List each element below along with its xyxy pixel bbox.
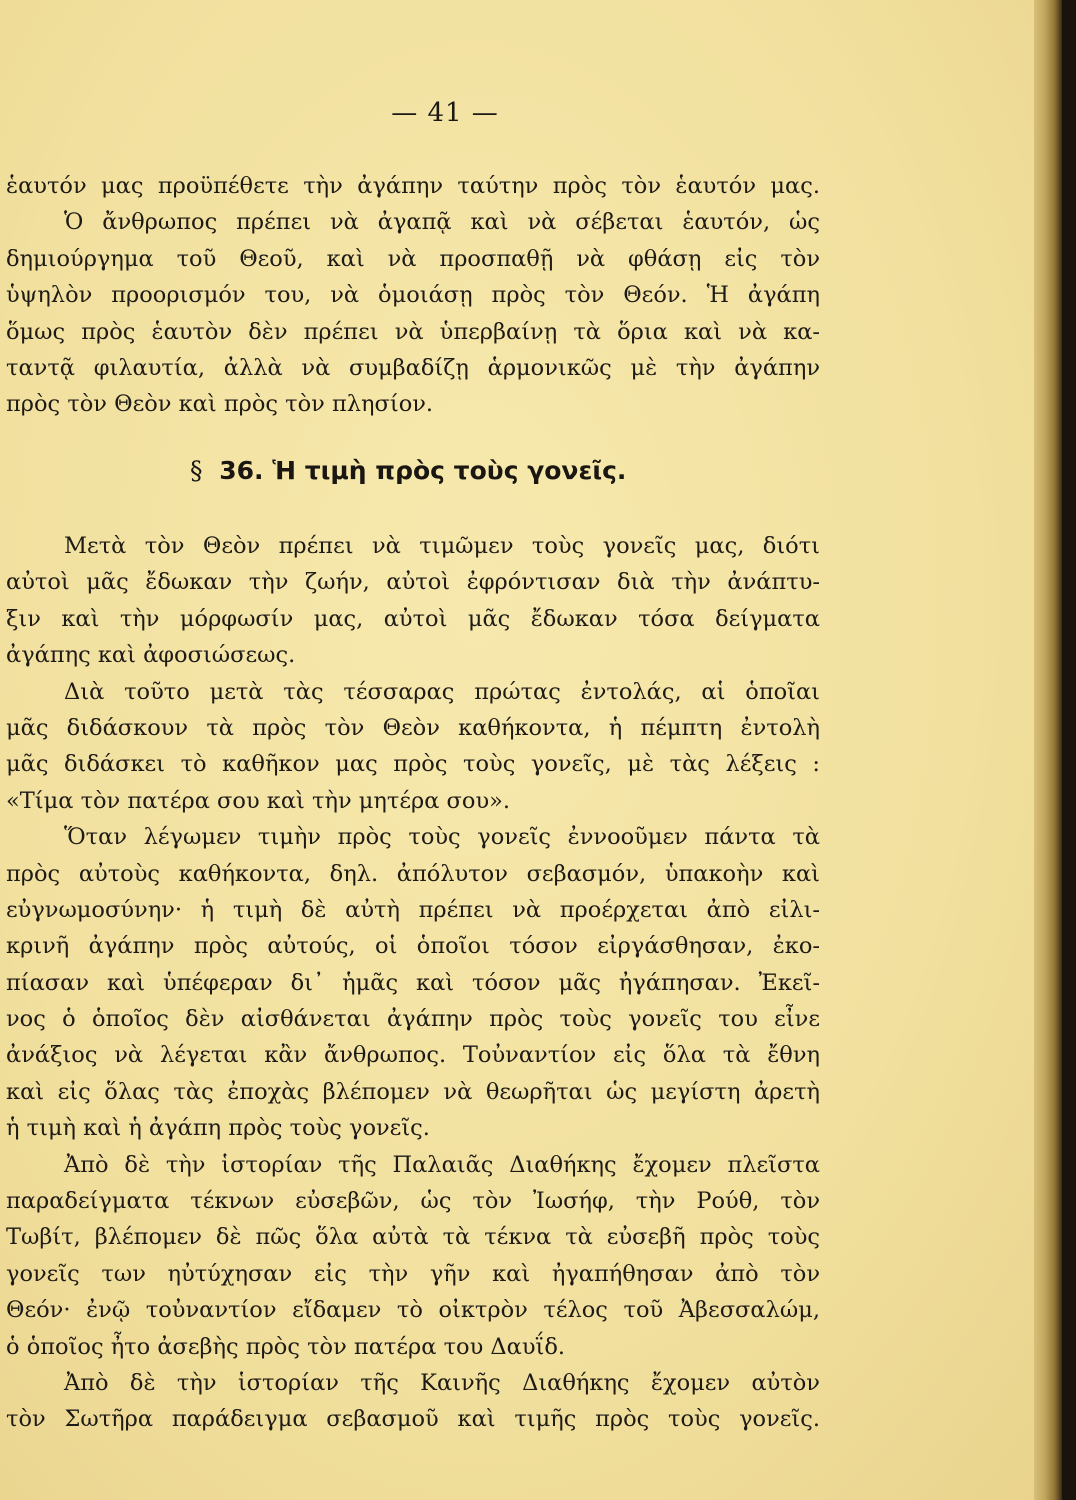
text-line: αὐτοὶ μᾶς ἔδωκαν τὴν ζωήν, αὐτοὶ ἐφρόντισαν διὰ τὴν ἀνάπτυ- bbox=[6, 569, 820, 596]
text-line: ὅμως πρὸς ἑαυτὸν δὲν πρέπει νὰ ὑπερβαίνῃ τὰ ὅρια καὶ νὰ κα- bbox=[6, 318, 820, 345]
text-line: τὸν Σωτῆρα παράδειγμα σεβασμοῦ καὶ τιμῆς πρὸς τοὺς γονεῖς. bbox=[6, 1406, 820, 1433]
continuation-text bbox=[6, 168, 820, 423]
text-line: μᾶς διδάσκουν τὰ πρὸς τὸν Θεὸν καθήκοντα, ἡ πέμπτη ἐντολὴ bbox=[6, 714, 820, 741]
text-line: καὶ εἰς ὅλας τὰς ἐποχὰς βλέπομεν νὰ θεωρῆται ὡς μεγίστη ἀρετὴ bbox=[6, 1078, 820, 1105]
text-line: μᾶς διδάσκει τὸ καθῆκον μας πρὸς τοὺς γονεῖς, μὲ τὰς λέξεις : bbox=[6, 751, 820, 778]
text-line: ὁ ὁποῖος ἦτο ἀσεβὴς πρὸς τὸν πατέρα του Δαυΐδ. bbox=[6, 1333, 566, 1360]
text-line: ξιν καὶ τὴν μόρφωσίν μας, αὐτοὶ μᾶς ἔδωκαν τόσα δείγματα bbox=[6, 605, 820, 632]
text-line: Ἀπὸ δὲ τὴν ἱστορίαν τῆς Καινῆς Διαθήκης ἔχομεν αὐτὸν bbox=[64, 1369, 820, 1396]
text-line: ὑψηλὸν προορισμόν του, νὰ ὁμοιάσῃ πρὸς τὸν Θεόν. Ἡ ἀγάπη bbox=[6, 282, 820, 309]
text-line: Ὅταν λέγωμεν τιμὴν πρὸς τοὺς γονεῖς ἐννοοῦμεν πάντα τὰ bbox=[64, 824, 820, 851]
text-line: Ἀπὸ δὲ τὴν ἱστορίαν τῆς Παλαιᾶς Διαθήκης ἔχομεν πλεῖστα bbox=[64, 1151, 820, 1178]
text-line: νος ὁ ὁποῖος δὲν αἰσθάνεται ἀγάπην πρὸς τοὺς γονεῖς του εἶνε bbox=[6, 1006, 820, 1033]
body-text bbox=[6, 528, 820, 1438]
text-line: ταντᾷ φιλαυτία, ἀλλὰ νὰ συμβαδίζῃ ἁρμονικῶς μὲ τὴν ἀγάπην bbox=[6, 354, 820, 381]
text-line: Διὰ τοῦτο μετὰ τὰς τέσσαρας πρώτας ἐντολάς, αἱ ὁποῖαι bbox=[64, 678, 820, 705]
page-number: — 41 — bbox=[391, 98, 499, 128]
text-line: εὐγνωμοσύνην· ἡ τιμὴ δὲ αὐτὴ πρέπει νὰ προέρχεται ἀπὸ εἰλι- bbox=[6, 896, 820, 923]
text-line: κρινῆ ἀγάπην πρὸς αὐτούς, οἱ ὁποῖοι τόσον εἰργάσθησαν, ἐκο- bbox=[6, 933, 820, 960]
text-line: παραδείγματα τέκνων εὐσεβῶν, ὡς τὸν Ἰωσήφ, τὴν Ρούθ, τὸν bbox=[6, 1188, 820, 1215]
section-heading bbox=[190, 456, 626, 485]
text-line: ἡ τιμὴ καὶ ἡ ἀγάπη πρὸς τοὺς γονεῖς. bbox=[6, 1115, 430, 1142]
section-title: Ἡ τιμὴ πρὸς τοὺς γονεῖς. bbox=[272, 456, 627, 485]
text-line: Μετὰ τὸν Θεὸν πρέπει νὰ τιμῶμεν τοὺς γονεῖς μας, διότι bbox=[64, 533, 820, 559]
text-line: Ὁ ἄνθρωπος πρέπει νὰ ἀγαπᾷ καὶ νὰ σέβεται ἑαυτόν, ὡς bbox=[64, 209, 820, 236]
text-line: πρὸς τὸν Θεὸν καὶ πρὸς τὸν πλησίον. bbox=[6, 391, 434, 418]
section-number: 36. bbox=[219, 456, 264, 485]
text-line: ἀνάξιος νὰ λέγεται κἂν ἄνθρωπος. Τοὐναντίον εἰς ὅλα τὰ ἔθνη bbox=[6, 1042, 820, 1069]
text-line: «Τίμα τὸν πατέρα σου καὶ τὴν μητέρα σου». bbox=[6, 787, 511, 814]
text-line: πρὸς αὐτοὺς καθήκοντα, δηλ. ἀπόλυτον σεβασμόν, ὑπακοὴν καὶ bbox=[6, 860, 820, 887]
section-sign: § bbox=[190, 456, 203, 485]
text-line: Θεόν· ἐνῷ τοὐναντίον εἴδαμεν τὸ οἰκτρὸν τέλος τοῦ Ἀβεσσαλώμ, bbox=[6, 1297, 820, 1324]
text-line: πίασαν καὶ ὑπέφεραν δι᾽ ἡμᾶς καὶ τόσον μᾶς ἠγάπησαν. Ἐκεῖ- bbox=[6, 969, 820, 996]
text-line: δημιούργημα τοῦ Θεοῦ, καὶ νὰ προσπαθῇ νὰ φθάσῃ εἰς τὸν bbox=[6, 245, 820, 272]
text-line: γονεῖς των ηὐτύχησαν εἰς τὴν γῆν καὶ ἠγαπήθησαν ἀπὸ τὸν bbox=[6, 1260, 820, 1287]
text-line: Τωβίτ, βλέπομεν δὲ πῶς ὅλα αὐτὰ τὰ τέκνα τὰ εὐσεβῆ πρὸς τοὺς bbox=[6, 1224, 820, 1251]
text-line: ἑαυτόν μας προϋπέθετε τὴν ἀγάπην ταύτην πρὸς τὸν ἑαυτόν μας. bbox=[6, 173, 820, 199]
text-line: ἀγάπης καὶ ἀφοσιώσεως. bbox=[6, 642, 296, 669]
book-spine-edge bbox=[1034, 0, 1062, 1500]
